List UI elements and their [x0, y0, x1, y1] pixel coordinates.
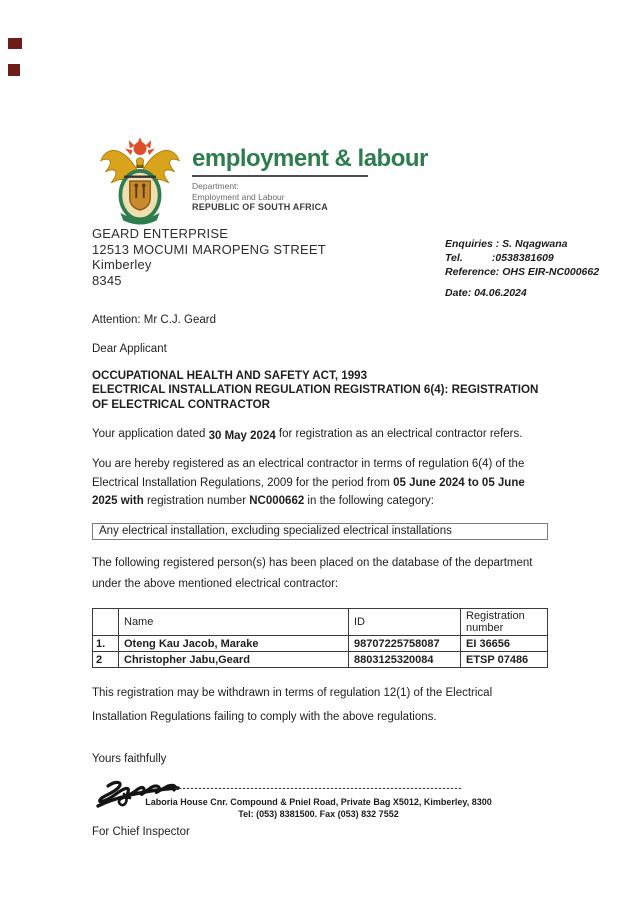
letter-body: [92, 312, 548, 841]
application-post: for registration as an electrical contractor refers.: [275, 427, 523, 440]
letter-footer: [0, 783, 637, 820]
application-pre: Your application dated: [92, 427, 209, 440]
salutation: Dear Applicant: [92, 342, 167, 355]
south-africa-coat-of-arms-icon: [98, 136, 182, 230]
registration-number: NC000662: [249, 495, 305, 508]
subject-heading: [92, 369, 548, 411]
footer-address: Laboria House Cnr. Compound & Pniel Road, Private Bag X5012, Kimberley, 8300: [145, 797, 492, 807]
registered-s3: in the following category:: [304, 495, 435, 508]
recipient-postcode: 8345: [92, 272, 122, 288]
subject-heading-line-3: OF ELECTRICAL CONTRACTOR: [92, 397, 270, 411]
registered-s2: registration number: [143, 495, 250, 508]
header-name: Name: [119, 609, 349, 636]
header-number: [93, 609, 119, 636]
registered-s1: You are hereby registered as an electrical contractor in terms of regulation 6(4) of the Electrical Installation Regulations, 2009 for the period from: [92, 458, 525, 489]
paragraph-registered: [92, 455, 548, 510]
registered-persons-table: [92, 608, 548, 668]
dept-line-2: Employment and Labour: [192, 191, 285, 202]
meta-reference: Reference: OHS EIR-NC000662: [445, 266, 600, 278]
dept-line-3: REPUBLIC OF SOUTH AFRICA: [192, 202, 328, 213]
dept-line-1: Department:: [192, 181, 239, 191]
header-registration-number: Registration number: [461, 609, 548, 636]
closing-line: Yours faithfully: [92, 753, 167, 766]
wordmark-rule: [192, 175, 368, 177]
recipient-address: [92, 226, 326, 288]
cell-id: 8803125320084: [349, 652, 461, 668]
table-row: [93, 652, 548, 668]
meta-tel: Tel. :0538381609: [445, 252, 554, 264]
footer-telephone: Tel: (053) 8381500. Fax (053) 832 7552: [238, 809, 399, 819]
letter-meta: [445, 237, 599, 300]
cell-registration-number: EI 36656: [461, 636, 548, 652]
cell-name: Oteng Kau Jacob, Marake: [119, 636, 349, 652]
meta-date: Date: 04.06.2024: [445, 287, 527, 299]
paragraph-database: The following registered person(s) has been placed on the database of the department under the above mentioned electrical contractor:: [92, 556, 533, 590]
cell-name: Christopher Jabu,Geard: [119, 652, 349, 668]
scan-artifact-top: [8, 38, 22, 49]
footer-divider: ------------------------------------------------------------------------: [174, 783, 463, 793]
registered-period: 05 June 2024 to 05 June 2025 with: [92, 476, 525, 508]
cell-number: 2: [93, 652, 119, 668]
recipient-name: GEARD ENTERPRISE: [92, 226, 229, 241]
cell-id: 98707225758087: [349, 636, 461, 652]
subject-heading-line-1: OCCUPATIONAL HEALTH AND SAFETY ACT, 1993: [92, 369, 368, 383]
wordmark-employment-labour: employment & labour: [192, 145, 428, 172]
cell-number: 1.: [93, 636, 119, 652]
subject-heading-line-2: ELECTRICAL INSTALLATION REGULATION REGISTRATION 6(4): REGISTRATION: [92, 383, 539, 397]
paragraph-application: [92, 426, 548, 443]
attention-line: Attention: Mr C.J. Geard: [92, 314, 216, 326]
scan-artifact-bottom: [8, 64, 20, 76]
department-header: [98, 136, 428, 230]
signoff-line: For Chief Inspector: [92, 825, 190, 838]
category-box: Any electrical installation, excluding specialized electrical installations: [92, 523, 548, 540]
cell-registration-number: ETSP 07486: [461, 652, 548, 668]
table-row: [93, 636, 548, 652]
application-date: 30 May 2024: [208, 429, 276, 442]
table-header-row: [93, 609, 548, 636]
recipient-street: 12513 MOCUMI MAROPENG STREET: [92, 241, 326, 257]
recipient-city: Kimberley: [92, 257, 152, 272]
meta-enquiries: Enquiries : S. Nqagwana: [445, 238, 568, 250]
header-id: ID: [349, 609, 461, 636]
paragraph-withdraw: This registration may be withdrawn in terms of regulation 12(1) of the Electrical Installation Regulations failing to comply with the above regulations.: [92, 687, 493, 723]
